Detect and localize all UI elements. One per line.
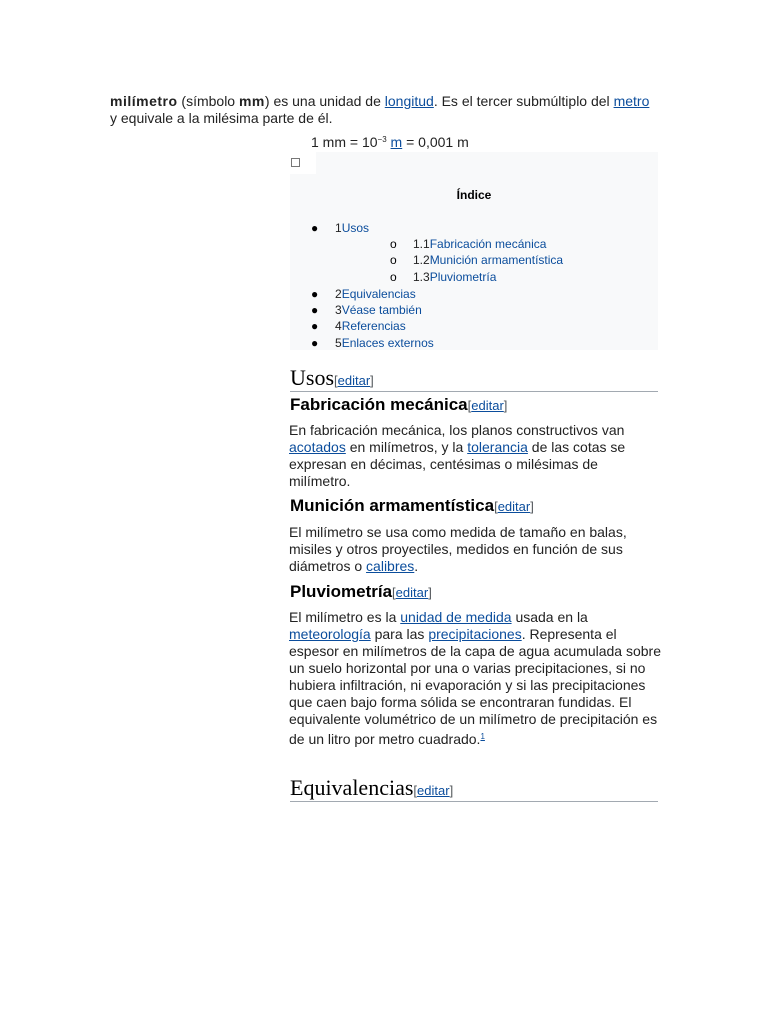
toc-bullet: ● — [311, 303, 319, 317]
toc-item-usos[interactable]: 1Usos — [335, 221, 370, 235]
toc-sub-bullet: o — [390, 237, 397, 251]
toc-item-equivalencias[interactable]: 2Equivalencias — [335, 287, 416, 301]
toc-item-fabricacion[interactable]: 1.1Fabricación mecánica — [413, 237, 547, 251]
link-unidad-de-medida[interactable]: unidad de medida — [400, 609, 512, 625]
toc-item-referencias[interactable]: 4Referencias — [335, 319, 406, 333]
toc-item-pluviometria[interactable]: 1.3Pluviometría — [413, 270, 497, 284]
intro-paragraph: milímetro (símbolo mm) es una unidad de longitud. Es el tercer submúltiplo del metro y equivale a la milésima parte de él. — [110, 93, 650, 126]
heading-pluviometria: Pluviometría[editar] — [290, 582, 432, 601]
toc-item-enlaces[interactable]: 5Enlaces externos — [335, 336, 434, 350]
link-tolerancia[interactable]: tolerancia — [467, 439, 528, 455]
toc-bullet: ● — [311, 221, 319, 235]
edit-section-municion: [editar] — [494, 499, 534, 514]
formula: 1 mm = $10^{-3}$ m = 0,001 m — [311, 134, 469, 150]
paragraph-pluviometria: El milímetro es la unidad de medida usada en la meteorología para las precipitaciones. Representa el espesor en milímetros de la capa de agua acumulada sobre un suelo horizontal por una o varias precipitaciones, si no hubiera infiltración, ni evaporación y si las precipitaciones que caen bajo forma sólida se encontraran fundidas. El equivalente volumétrico de un milímetro de precipitación es de un litro por metro cuadrado.$^1$ — [289, 609, 661, 747]
paragraph-fabricacion: En fabricación mecánica, los planos constructivos van acotados en milímetros, y la tolerancia de las cotas se expresan en décimas, centésimas o milésimas de milímetro. — [289, 422, 626, 489]
toc-title: Índice — [456, 188, 492, 202]
link-longitud[interactable]: longitud — [384, 93, 434, 109]
heading-municion: Munición armamentística[editar] — [290, 496, 534, 515]
toc-bullet: ● — [311, 319, 319, 333]
toc-sub-bullet: o — [390, 253, 397, 267]
edit-section-pluviometria: [editar] — [392, 585, 432, 600]
link-metro[interactable]: metro — [613, 93, 650, 109]
toc-toggle-checkbox[interactable] — [291, 158, 300, 167]
link-meteorologia[interactable]: meteorología — [289, 626, 371, 642]
edit-section-equivalencias: [editar] — [413, 783, 454, 798]
heading-fabricacion: Fabricación mecánica[editar] — [290, 395, 508, 414]
paragraph-municion: El milímetro se usa como medida de tamaño en balas, misiles y otros proyectiles, medidos en función de sus diámetros o calibres. — [289, 524, 627, 574]
symbol-mm: mm — [238, 93, 265, 109]
toc-item-municion[interactable]: 1.2Munición armamentística — [413, 253, 564, 267]
link-precipitaciones[interactable]: precipitaciones — [428, 626, 522, 642]
link-acotados[interactable]: acotados — [289, 439, 346, 455]
link-calibres[interactable]: calibres — [366, 558, 415, 574]
toc-sub-bullet: o — [390, 270, 397, 284]
toc-item-vease[interactable]: 3Véase también — [335, 303, 422, 317]
reference-1[interactable]: 1 — [480, 732, 485, 741]
edit-section-fabricacion: [editar] — [467, 398, 508, 413]
link-m[interactable]: m — [390, 134, 403, 150]
toc-bullet: ● — [311, 336, 319, 350]
heading-usos: Usos[editar] — [290, 365, 658, 392]
term-milimetro: milímetro — [110, 93, 178, 109]
heading-equivalencias: Equivalencias[editar] — [290, 775, 658, 802]
edit-section-usos: [editar] — [334, 373, 374, 388]
toc-bullet: ● — [311, 287, 319, 301]
